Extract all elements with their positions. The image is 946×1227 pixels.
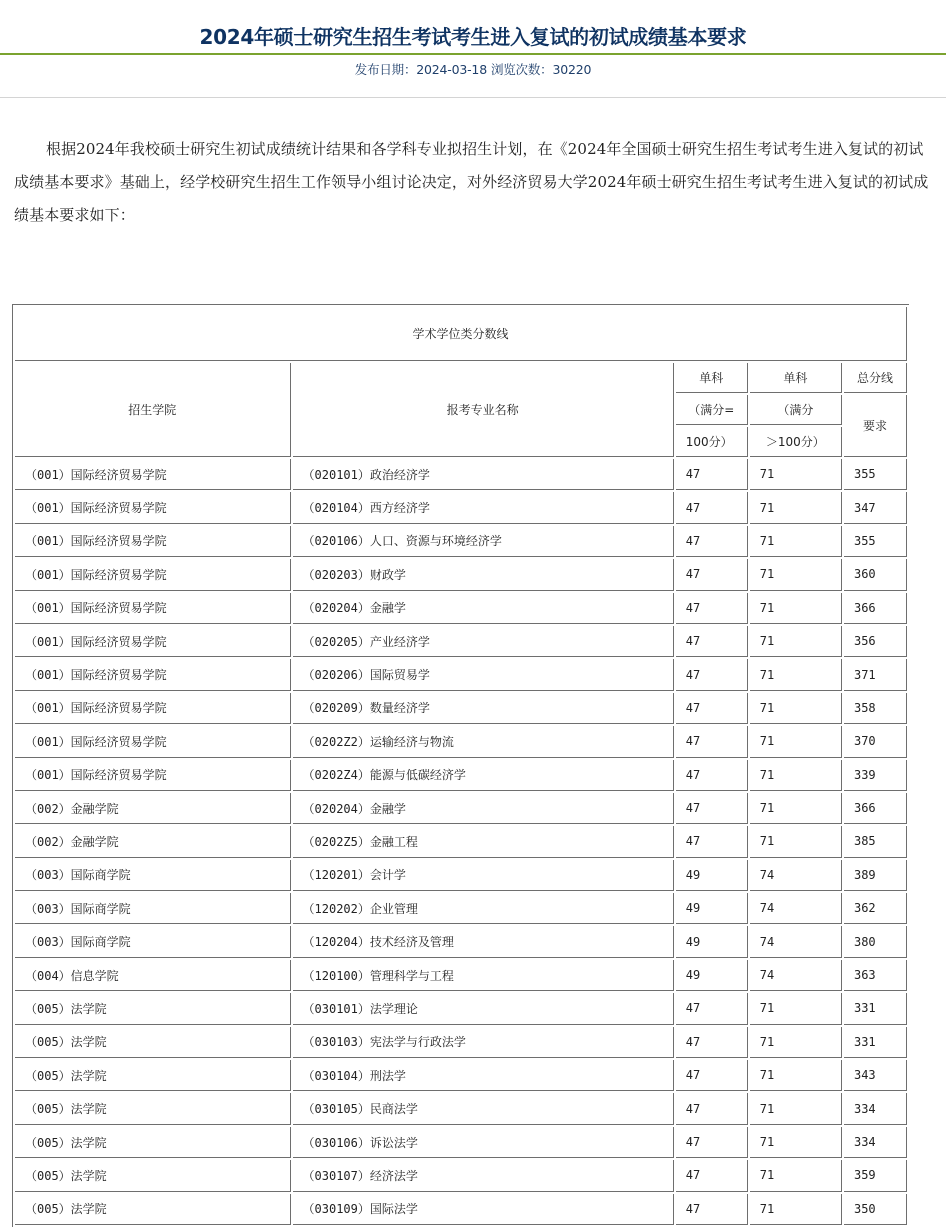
header-single-over100-line1: 单科 (750, 363, 842, 393)
cell-single-over100: 71 (750, 693, 842, 724)
cell-single-100: 47 (676, 593, 748, 624)
cell-major: （020104）西方经济学 (293, 492, 674, 523)
cell-college: （003）国际商学院 (15, 893, 291, 924)
cell-major: （120202）企业管理 (293, 893, 674, 924)
table-row (15, 492, 907, 523)
cell-major: （0202Z5）金融工程 (293, 826, 674, 857)
cell-college: （005）法学院 (15, 993, 291, 1024)
cell-major: （120100）管理科学与工程 (293, 960, 674, 991)
table-row (15, 1127, 907, 1158)
cell-college: （005）法学院 (15, 1027, 291, 1058)
table-row (15, 926, 907, 957)
cell-college: （002）金融学院 (15, 793, 291, 824)
cell-major: （030101）法学理论 (293, 993, 674, 1024)
cell-major: （020205）产业经济学 (293, 626, 674, 657)
cell-total: 334 (844, 1127, 907, 1158)
cell-total: 366 (844, 793, 907, 824)
header-major: 报考专业名称 (293, 363, 674, 457)
cell-single-over100: 71 (750, 1127, 842, 1158)
cell-college: （005）法学院 (15, 1093, 291, 1124)
cell-total: 360 (844, 559, 907, 590)
cell-college: （001）国际经济贸易学院 (15, 760, 291, 791)
table-row (15, 593, 907, 624)
cell-major: （030109）国际法学 (293, 1194, 674, 1225)
cell-major: （020204）金融学 (293, 593, 674, 624)
cell-single-over100: 71 (750, 626, 842, 657)
cell-college: （001）国际经济贸易学院 (15, 559, 291, 590)
cell-single-100: 47 (676, 693, 748, 724)
cell-total: 363 (844, 960, 907, 991)
cell-single-100: 47 (676, 626, 748, 657)
cell-major: （020206）国际贸易学 (293, 659, 674, 690)
table-row (15, 1060, 907, 1091)
cell-total: 343 (844, 1060, 907, 1091)
table-row (15, 726, 907, 757)
cell-total: 350 (844, 1194, 907, 1225)
header-single-over100-line3: ＞100分） (750, 427, 842, 457)
table-row (15, 793, 907, 824)
cell-single-100: 49 (676, 893, 748, 924)
table-row (15, 993, 907, 1024)
table-row (15, 826, 907, 857)
cell-total: 334 (844, 1093, 907, 1124)
cell-single-over100: 71 (750, 559, 842, 590)
cell-single-100: 49 (676, 960, 748, 991)
cell-college: （001）国际经济贸易学院 (15, 459, 291, 490)
cell-major: （030106）诉讼法学 (293, 1127, 674, 1158)
cell-single-over100: 74 (750, 926, 842, 957)
table-caption: 学术学位类分数线 (15, 307, 907, 361)
view-count: 30220 (552, 62, 592, 77)
cell-major: （0202Z2）运输经济与物流 (293, 726, 674, 757)
table-row (15, 860, 907, 891)
table-row (15, 760, 907, 791)
header-single-100-line2: （满分= (676, 395, 748, 425)
cell-college: （005）法学院 (15, 1127, 291, 1158)
table-row (15, 1194, 907, 1225)
cell-college: （002）金融学院 (15, 826, 291, 857)
cell-total: 331 (844, 993, 907, 1024)
header-single-over100-line2: （满分 (750, 395, 842, 425)
cell-college: （005）法学院 (15, 1160, 291, 1191)
cell-single-over100: 74 (750, 860, 842, 891)
cell-college: （005）法学院 (15, 1194, 291, 1225)
cell-single-over100: 71 (750, 526, 842, 557)
cell-major: （020209）数量经济学 (293, 693, 674, 724)
table-row (15, 1160, 907, 1191)
cell-single-100: 47 (676, 760, 748, 791)
cell-single-over100: 71 (750, 1160, 842, 1191)
cell-single-100: 47 (676, 459, 748, 490)
cell-total: 355 (844, 526, 907, 557)
cell-total: 370 (844, 726, 907, 757)
cell-college: （001）国际经济贸易学院 (15, 593, 291, 624)
cell-major: （020203）财政学 (293, 559, 674, 590)
cell-single-over100: 71 (750, 726, 842, 757)
article-title: 2024年硕士研究生招生考试考生进入复试的初试成绩基本要求 (199, 25, 747, 49)
cell-single-over100: 71 (750, 1194, 842, 1225)
cell-college: （003）国际商学院 (15, 926, 291, 957)
cell-single-over100: 71 (750, 826, 842, 857)
cell-single-over100: 71 (750, 1060, 842, 1091)
cell-major: （0202Z4）能源与低碳经济学 (293, 760, 674, 791)
cell-single-100: 47 (676, 526, 748, 557)
header-total-line2: 要求 (844, 395, 907, 457)
title-divider (0, 53, 946, 55)
publish-date: 2024-03-18 (416, 62, 487, 77)
cell-major: （030107）经济法学 (293, 1160, 674, 1191)
table-row (15, 693, 907, 724)
cell-single-over100: 74 (750, 960, 842, 991)
cell-single-100: 47 (676, 1093, 748, 1124)
table-row (15, 893, 907, 924)
cell-total: 347 (844, 492, 907, 523)
intro-paragraph: 根据2024年我校硕士研究生初试成绩统计结果和各学科专业拟招生计划，在《2024年全国硕士研究生招生考试考生进入复试的初试成绩基本要求》基础上，经学校研究生招生工作领导小组讨论决定，对外经济贸易大学2024年硕士研究生招生考试考生进入复试的初试成绩基本要求如下： (14, 140, 929, 224)
cell-single-100: 47 (676, 793, 748, 824)
cell-college: （003）国际商学院 (15, 860, 291, 891)
table-row (15, 960, 907, 991)
cell-single-over100: 71 (750, 1027, 842, 1058)
cell-total: 371 (844, 659, 907, 690)
cell-total: 355 (844, 459, 907, 490)
cell-single-100: 49 (676, 860, 748, 891)
cell-total: 366 (844, 593, 907, 624)
cell-total: 358 (844, 693, 907, 724)
cell-single-100: 47 (676, 492, 748, 523)
cell-single-100: 47 (676, 659, 748, 690)
cell-total: 380 (844, 926, 907, 957)
cell-major: （030103）宪法学与行政法学 (293, 1027, 674, 1058)
cell-college: （001）国际经济贸易学院 (15, 626, 291, 657)
header-single-100-line3: 100分） (676, 427, 748, 457)
cell-single-over100: 71 (750, 993, 842, 1024)
cell-total: 362 (844, 893, 907, 924)
cell-college: （001）国际经济贸易学院 (15, 693, 291, 724)
table-row (15, 1027, 907, 1058)
table-row (15, 1093, 907, 1124)
cell-single-100: 47 (676, 1060, 748, 1091)
cell-single-over100: 71 (750, 793, 842, 824)
cell-single-over100: 71 (750, 459, 842, 490)
cell-major: （120201）会计学 (293, 860, 674, 891)
publish-date-label: 发布日期： (354, 62, 417, 77)
cell-single-100: 47 (676, 1027, 748, 1058)
header-total-line1: 总分线 (844, 363, 907, 393)
cell-major: （020106）人口、资源与环境经济学 (293, 526, 674, 557)
cell-major: （020101）政治经济学 (293, 459, 674, 490)
cell-single-over100: 71 (750, 1093, 842, 1124)
view-count-label: 浏览次数： (490, 62, 553, 77)
cell-college: （001）国际经济贸易学院 (15, 659, 291, 690)
score-table (12, 304, 909, 1227)
cell-single-100: 47 (676, 1127, 748, 1158)
cell-single-over100: 71 (750, 593, 842, 624)
cell-single-100: 49 (676, 926, 748, 957)
cell-major: （120204）技术经济及管理 (293, 926, 674, 957)
meta-divider (0, 97, 946, 98)
cell-total: 331 (844, 1027, 907, 1058)
article-meta (0, 60, 946, 80)
table-row (15, 559, 907, 590)
cell-college: （005）法学院 (15, 1060, 291, 1091)
cell-single-100: 47 (676, 1160, 748, 1191)
cell-single-over100: 71 (750, 659, 842, 690)
table-row (15, 659, 907, 690)
cell-single-100: 47 (676, 826, 748, 857)
cell-single-100: 47 (676, 1194, 748, 1225)
cell-college: （001）国际经济贸易学院 (15, 492, 291, 523)
table-row (15, 459, 907, 490)
cell-college: （001）国际经济贸易学院 (15, 526, 291, 557)
cell-total: 389 (844, 860, 907, 891)
cell-single-over100: 71 (750, 760, 842, 791)
table-row (15, 526, 907, 557)
cell-major: （030105）民商法学 (293, 1093, 674, 1124)
cell-college: （001）国际经济贸易学院 (15, 726, 291, 757)
cell-single-over100: 74 (750, 893, 842, 924)
header-college: 招生学院 (15, 363, 291, 457)
header-single-100-line1: 单科 (676, 363, 748, 393)
cell-major: （030104）刑法学 (293, 1060, 674, 1091)
cell-total: 356 (844, 626, 907, 657)
cell-single-100: 47 (676, 993, 748, 1024)
cell-college: （004）信息学院 (15, 960, 291, 991)
cell-single-over100: 71 (750, 492, 842, 523)
cell-total: 339 (844, 760, 907, 791)
cell-single-100: 47 (676, 559, 748, 590)
cell-total: 359 (844, 1160, 907, 1191)
cell-total: 385 (844, 826, 907, 857)
cell-major: （020204）金融学 (293, 793, 674, 824)
cell-single-100: 47 (676, 726, 748, 757)
table-row (15, 626, 907, 657)
